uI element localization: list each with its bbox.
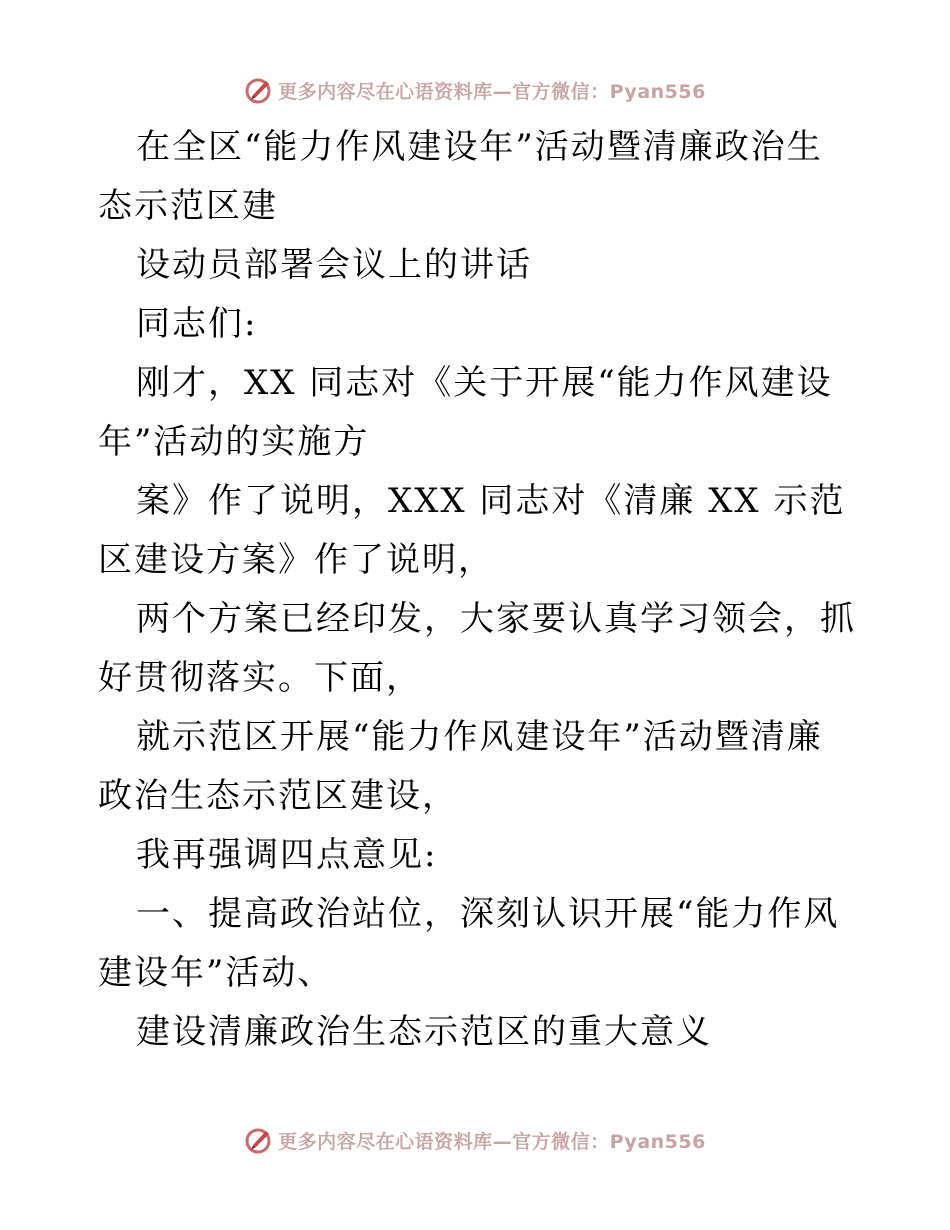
- body-paragraph: 就示范区开展“能力作风建设年”活动暨清廉政治生态示范区建设，: [98, 717, 823, 816]
- body-paragraph: 我再强调四点意见:: [136, 835, 438, 875]
- watermark-text: 更多内容尽在心语资料库—官方微信：Pyan556: [278, 1130, 706, 1153]
- document-body: [98, 118, 858, 1062]
- pen-swirl-logo-icon: [244, 1125, 274, 1155]
- footer-watermark-banner: [0, 1120, 950, 1160]
- header-watermark-banner: [0, 70, 950, 110]
- watermark-text: 更多内容尽在心语资料库—官方微信：Pyan556: [278, 80, 706, 103]
- body-paragraph: 刚才，XX 同志对《关于开展“能力作风建设年”活动的实施方: [98, 363, 833, 462]
- body-paragraph: 两个方案已经印发，大家要认真学习领会，抓好贯彻落实。下面，: [98, 599, 856, 698]
- document-title-line-2: 设动员部署会议上的讲话: [136, 245, 532, 285]
- pen-swirl-logo-icon: [244, 75, 274, 105]
- section-heading-continued: 建设清廉政治生态示范区的重大意义: [136, 1012, 712, 1052]
- section-heading: 一、提高政治站位，深刻认识开展“能力作风建设年”活动、: [98, 894, 840, 993]
- body-paragraph: 案》作了说明，XXX 同志对《清廉 XX 示范区建设方案》作了说明，: [98, 481, 846, 580]
- salutation: 同志们:: [136, 304, 258, 344]
- document-title-line-1: 在全区“能力作风建设年”活动暨清廉政治生态示范区建: [98, 127, 823, 226]
